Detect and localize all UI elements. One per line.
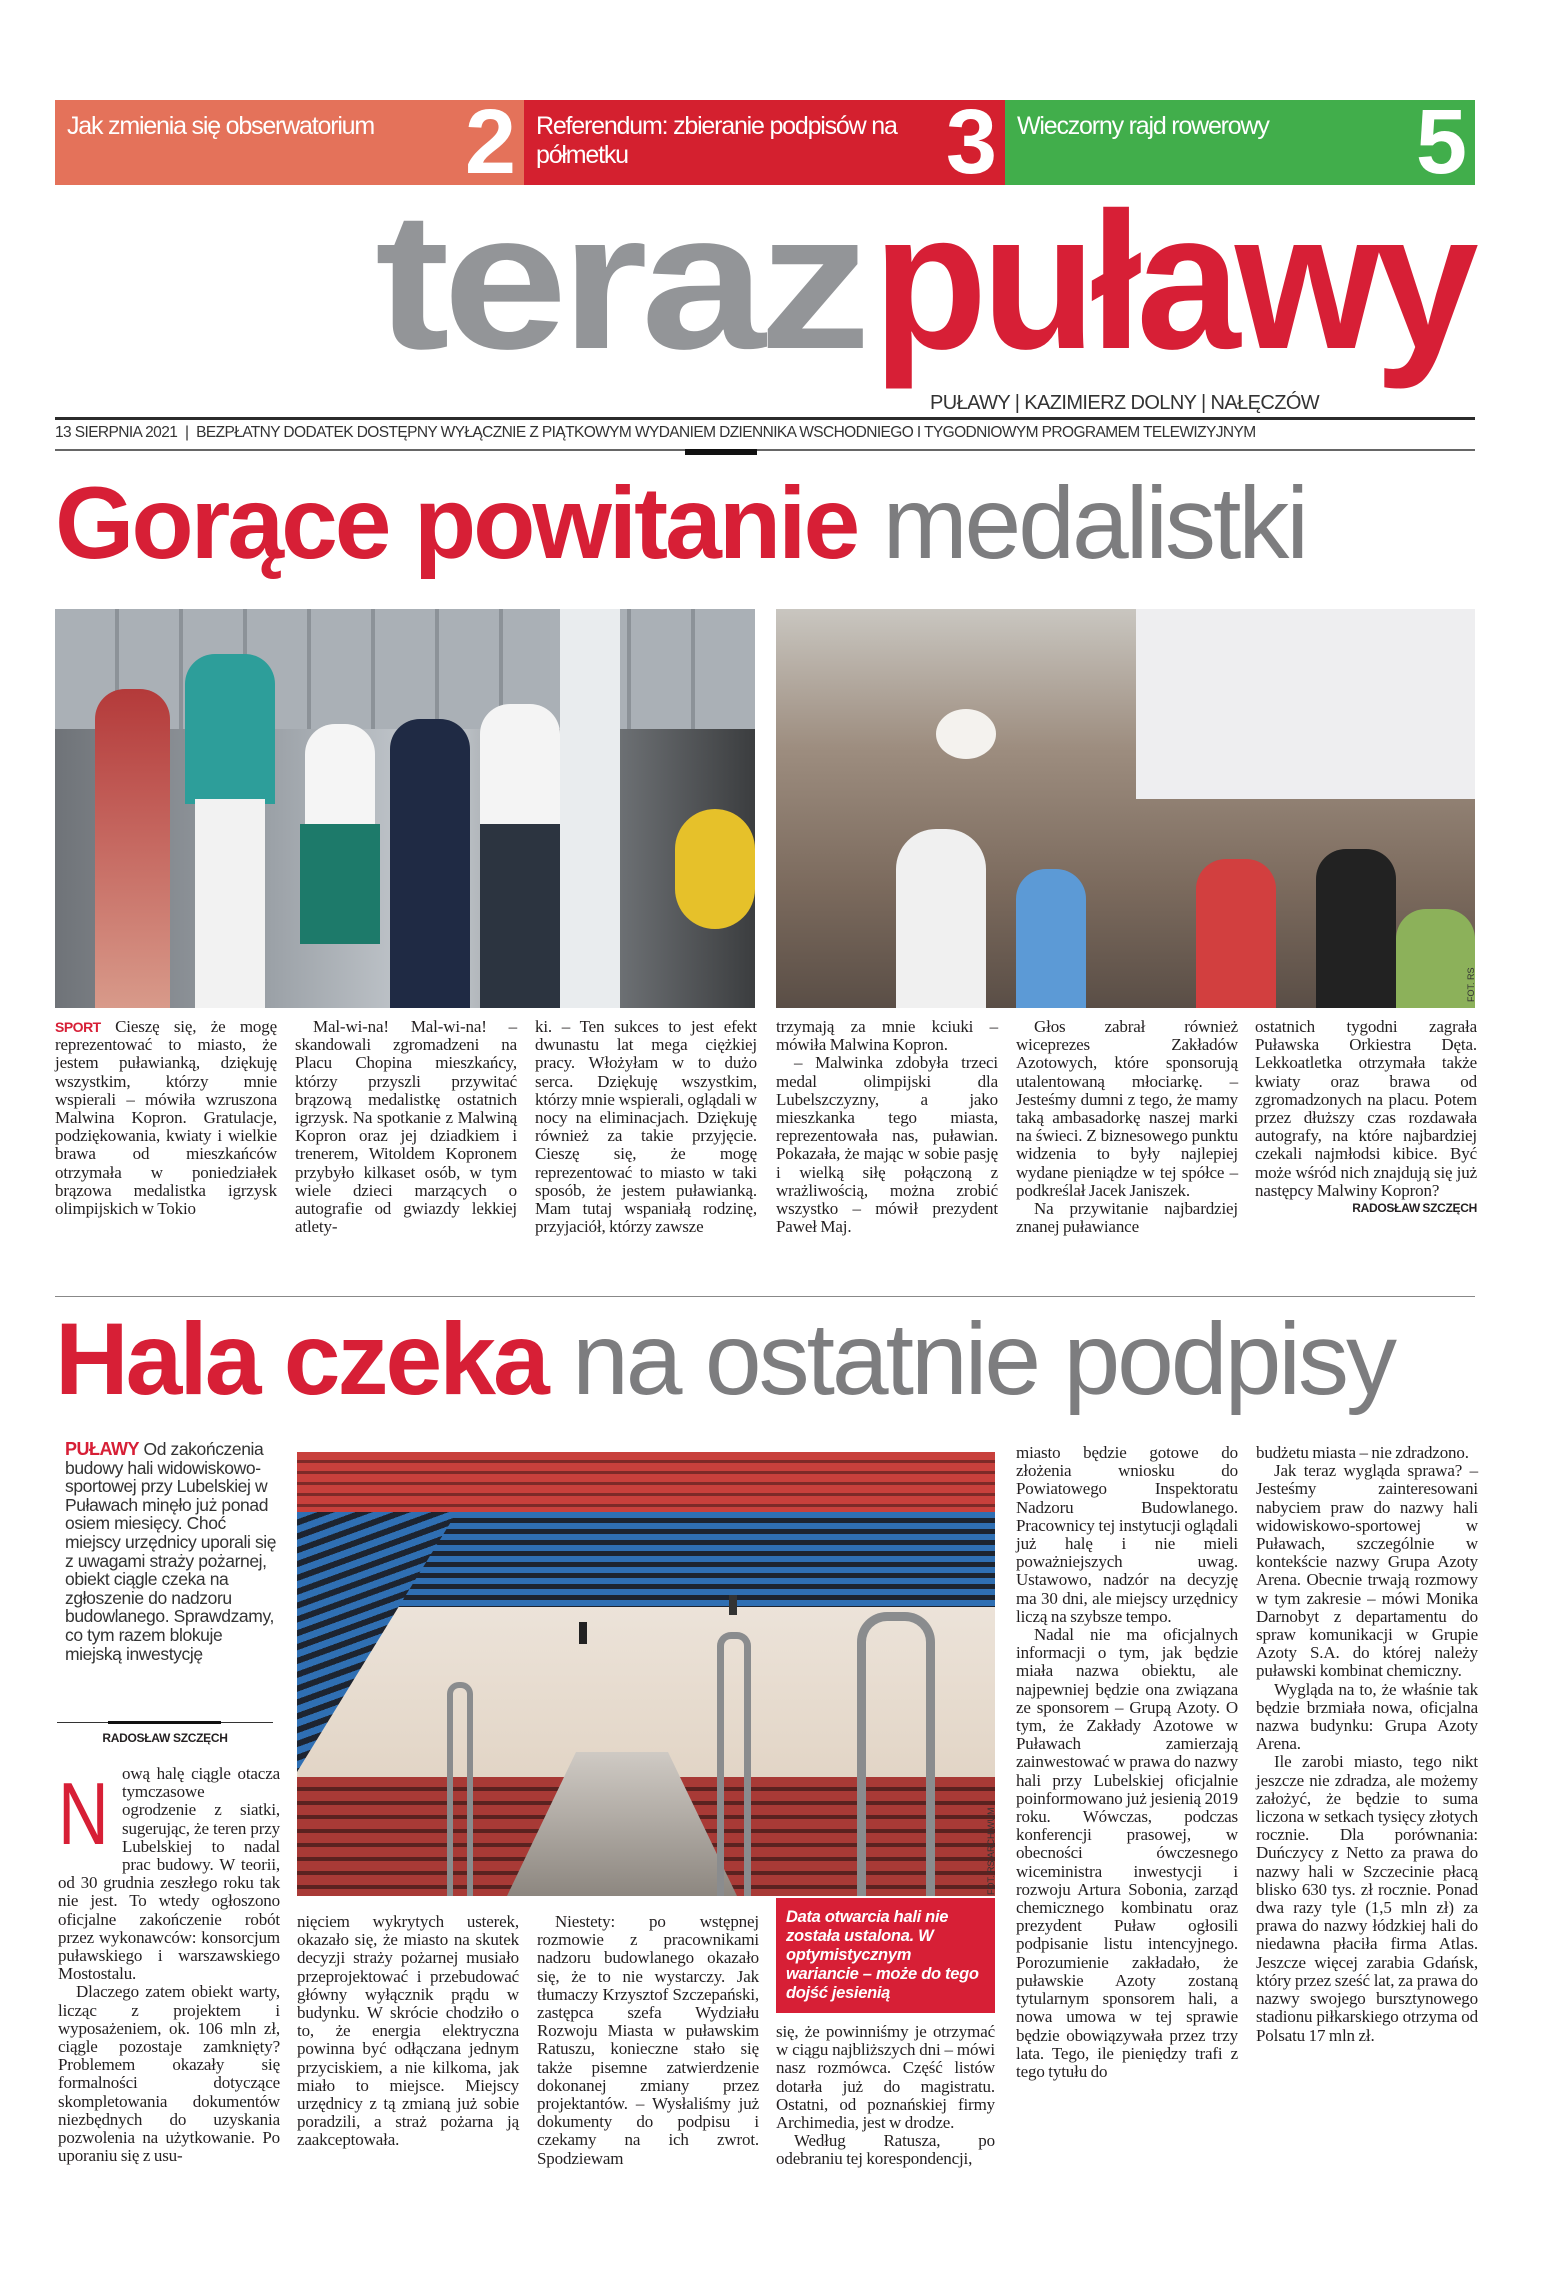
divider-accent: [108, 1721, 221, 1724]
masthead-towns: PUŁAWY | KAZIMIERZ DOLNY | NAŁĘCZÓW: [930, 392, 1320, 414]
article1-headline: [55, 466, 1306, 580]
paragraph: Dlaczego zatem obiekt warty, licząc z projektem i wyposażeniem, ok. 106 mln zł, ciągle pozostaje zamknięty? Problemem okazały się formalności dotyczące skompletowania dokumentów niezbędnych do uzyskania pozwolenia na użytkowanie. Po uporaniu się z usu-: [58, 1982, 280, 2166]
issue-date: 13 SIERPNIA 2021: [55, 424, 178, 441]
drop-cap: N: [58, 1764, 109, 1863]
divider: [55, 1296, 1475, 1297]
article1-column-4: [776, 1018, 998, 1236]
paragraph: [55, 1018, 277, 1218]
article2-column-3: [537, 1913, 759, 2168]
lede-text: Od zakończenia budowy hali widowiskowo-sportowej przy Lubelskiej w Puławach minęło już ponad osiem miesięcy. Choć miejscy urzędnicy uporali się z uwagami straży pożarnej, obiekt ciągle czeka na zgłoszenie do nadzoru budowlanego. Sprawdzamy, co tym razem blokuje miejską inwestycję: [65, 1439, 277, 1664]
author-byline: RADOSŁAW SZCZĘCH: [1352, 1201, 1477, 1216]
photo-credit: FOT. RS/ARCHIWUM: [986, 1807, 996, 1895]
photo-sports-hall: [297, 1452, 995, 1896]
article2-column-2: [297, 1913, 519, 2150]
article2-column-5: [1016, 1444, 1238, 2081]
paragraph: ki. – Ten sukces to jest efekt dwunastu lat mega ciężkiej pracy. Włożyłam w to dużo serca. Dziękuję wszystkim, którzy mnie wspierali, oglądali w nocy na eliminacjach. Dziękuję również za takie przyjęcie. Cieszę się, że mogę reprezentować to miasto w taki sposób, że jestem puławianką. Mam tutaj wspaniałą rodzinę, przyjaciół, którzy zawsze: [535, 1017, 757, 1237]
article2-headline: [55, 1302, 1394, 1416]
masthead-logo: [375, 172, 1498, 390]
article2-column-1: [58, 1765, 280, 2165]
article1-column-5: [1016, 1018, 1238, 1236]
paragraph: Wygląda na to, że właśnie tak będzie brzmiała nowa, oficjalna nazwa budynku: Grupa Azoty Arena.: [1256, 1679, 1478, 1754]
teaser-page-number: 2: [464, 91, 516, 193]
issue-tagline: BEZPŁATNY DODATEK DOSTĘPNY WYŁĄCZNIE Z PIĄTKOWYM WYDANIEM DZIENNIKA WSCHODNIEGO I TYGODNIOWYM PROGRAMEM TELEWIZYJNYM: [196, 424, 1256, 441]
headline-light: medalistki: [882, 466, 1307, 580]
section-kicker: PUŁAWY: [65, 1439, 140, 1459]
divider: [55, 417, 1475, 420]
paragraph: budżetu miasta – nie zdradzono.: [1256, 1443, 1469, 1462]
teaser-label: Referendum: zbieranie podpisów na półmetku: [536, 112, 897, 169]
caption-and-column: [776, 1898, 995, 2169]
section-kicker: SPORT: [55, 1019, 101, 1035]
paragraph: się, że powinniśmy je otrzymać w ciągu najbliższych dni – mówi nasz rozmówca. Część listów dotarła już do magistratu. Ostatni, od poznańskiej firmy Archimedia, jest w drodze.: [776, 2022, 995, 2133]
headline-bold: Gorące powitanie: [55, 466, 858, 580]
headline-light: na ostatnie podpisy: [572, 1302, 1395, 1416]
logo-word-pulawy: puławy: [873, 172, 1473, 390]
paragraph-text: ową halę ciągle otacza tymczasowe ogrodzenie z siatki, sugerując, że teren przy Lubelskiej to nadal prac budowy. W teorii, od 30 grudnia zeszłego roku tak nie jest. To wtedy ogłoszono oficjalne zakończenie robót przez wykonawców: konsorcjum puławskiego i warszawskiego Mostostalu.: [58, 1764, 280, 1984]
paragraph: – Malwinka zdobyła trzeci medal olimpijski dla Lubelszczyzny, a jako mieszkanka tego miasta, reprezentowała nas, puławian. Pokazała, że mając w sobie pasję i wielką siłę połączoną z wrażliwością, można zrobić wszystko – mówił prezydent Paweł Maj.: [776, 1053, 998, 1237]
paragraph: Głos zabrał również wiceprezes Zakładów Azotowych, które sponsorują utalentowaną młociarkę. – Jesteśmy dumni z tego, że mamy taką ambasadorkę naszej marki na świeci. Z biznesowego punktu widzenia to były najlepiej wydane pieniądze w tej spółce – podkreślał Jacek Janiszek.: [1016, 1017, 1238, 1200]
paragraph: [58, 1765, 280, 1983]
photo-caption: Data otwarcia hali nie została ustalona. W optymistycznym wariancie – może do tego dojść jesienią: [776, 1898, 995, 2013]
teaser-page-number: 3: [945, 91, 997, 193]
paragraph: Mal-wi-na! Mal-wi-na! – skandowali zgromadzeni na Placu Chopina mieszkańcy, którzy przyszli przywitać brązową medalistkę ostatnich igrzysk. Na spotkanie z Malwiną Kopron oraz jej dziadkiem i trenerem, Witoldem Kopronem przybyło kilkaset osób, w tym wiele dzieci marzących o autografie od gwiazdy lekkiej atlety-: [295, 1017, 517, 1237]
article1-column-6: [1255, 1018, 1477, 1216]
paragraph: ostatnich tygodni zagrała Puławska Orkiestra Dęta. Lekkoatletka otrzymała także kwiaty oraz brawa od zgromadzonych na placu. Potem przez dłuższy czas rozdawała autografy, na które najbardziej czekali najmłodsi kibice. Być może wśród nich znajdują się już następcy Malwiny Kopron?: [1255, 1017, 1477, 1200]
article2-lede: [65, 1440, 280, 1663]
photo-credit: FOT. RS: [1466, 967, 1476, 1002]
article1-column-2: [295, 1018, 517, 1236]
paragraph: Według Ratusza, po odebraniu tej korespondencji,: [776, 2131, 995, 2169]
paragraph: nięciem wykrytych usterek, okazało się, że miasto na skutek decyzji straży pożarnej musiało przeprojektować i przebudować główny wyłącznik prądu w budynku. W skrócie chodziło o to, że energia elektryczna powinna być odłączana jednym przyciskiem, a nie kilkoma, jak miało to miejsce. Miejscy urzędnicy z tą zmianą już sobie poradzili, a straż pożarna ją zaakceptowała.: [297, 1912, 519, 2150]
article1-column-3: [535, 1018, 757, 1236]
dateline: [55, 424, 1475, 442]
paragraph-text: Cieszę się, że mogę reprezentować to miasto, że jestem puławianką, dziękuję wszystkim, którzy mnie wspierali – mówiła wzruszona Malwina Kopron. Gratulacje, podziękowania, kwiaty i wielkie brawa od mieszkańców otrzymała w poniedziałek brązowa medalistka igrzysk olimpijskich w Tokio: [55, 1017, 277, 1219]
article2-column-6: [1256, 1444, 1478, 2045]
paragraph: miasto będzie gotowe do złożenia wniosku do Powiatowego Inspektoratu Nadzoru Budowlanego. Pracownicy tej instytucji oglądali już halę i nie mieli poważniejszych uwag. Ustawowo, nadzór na decyzję ma 30 dni, ale miejscy urzędnicy liczą na szybsze tempo.: [1016, 1443, 1238, 1626]
paragraph: Jak teraz wygląda sprawa? – Jesteśmy zainteresowani nabyciem praw do nazwy hali widowiskowo-sportowej w Puławach, szczególnie w kontekście nazwy Grupa Azoty Arena. Obecnie trwają rozmowy w tym zakresie – mówi Monika Darnobyt z departamentu do spraw komunikacji w Grupie Azoty S.A. do której należy puławski kombinat chemiczny.: [1256, 1461, 1478, 1681]
teaser-label: Wieczorny rajd rowerowy: [1017, 112, 1269, 140]
photo-medalist-stage: [55, 609, 755, 1008]
paragraph: trzymają za mnie kciuki – mówiła Malwina Kopron.: [776, 1017, 998, 1055]
article2-column-4: [776, 2023, 995, 2169]
teaser-label: Jak zmienia się obserwatorium: [67, 112, 374, 140]
divider: [55, 449, 1475, 451]
author-byline: RADOSŁAW SZCZĘCH: [102, 1731, 228, 1745]
divider-accent: [685, 449, 757, 455]
logo-word-teraz: teraz: [375, 172, 865, 390]
headline-bold: Hala czeka: [55, 1302, 547, 1416]
teaser-page-number: 5: [1415, 91, 1467, 193]
separator: |: [184, 424, 189, 441]
paragraph: Nadal nie ma oficjalnych informacji o tym, jak będzie miała nazwa obiektu, ale najpewniej będzie ona związana ze sponsorem – Grupą Azoty. O tym, że Zakłady Azotowe w Puławach zamierzają zainwestować w prawa do nazwy hali przy Lubelskiej oficjalnie poinformowano już jesienią 2019 roku. Wówczas, podczas konferencji prasowej, w obecności ówczesnego wiceministra inwestycji i rozwoju Artura Sobonia, zarząd chemicznego kombinatu oraz prezydent Puław ogłosili podpisanie listu intencyjnego. Porozumienie zakładało, że puławskie Azoty zostaną tytularnym sponsorem hali, a nowa umowa w tej sprawie będzie obowiązywała przez trzy lata. Tego, ile pieniędzy trafi z tego tytułu do: [1016, 1625, 1238, 2081]
photo-crowd: [776, 609, 1475, 1008]
paragraph: Niestety: po wstępnej rozmowie z pracownikami nadzoru budowlanego okazało się, że to nie wystarczy. Jak tłumaczy Krzysztof Szczepański, zastępca szefa Wydziału Rozwoju Miasta w puławskim Ratuszu, konieczne stało się także pisemne zatwierdzenie dokonanej zmiany przez projektantów. – Wysłaliśmy już dokumenty do podpisu i czekamy na ich zwrot. Spodziewam: [537, 1912, 759, 2168]
paragraph: Ile zarobi miasto, tego nikt jeszcze nie zdradza, ale możemy założyć, że będzie to suma liczona w setkach tysięcy złotych rocznie. Dla porównania: Duńczycy z Netto za prawa do nazwy hali w Szczecinie płacą blisko 630 tys. zł rocznie. Ponad dwa razy tyle (1,5 mln zł) za prawa do nazwy łódzkiej hali do niedawna płaciła firma Atlas. Jeszcze więcej zarabia Gdańsk, który przez sześć lat, za prawa do nazwy swojego bursztynowego stadionu piłkarskiego otrzyma od Polsatu 17 mln zł.: [1256, 1752, 1478, 2045]
paragraph: Na przywitanie najbardziej znanej puławiance: [1016, 1199, 1238, 1237]
article1-column-1: [55, 1018, 277, 1218]
